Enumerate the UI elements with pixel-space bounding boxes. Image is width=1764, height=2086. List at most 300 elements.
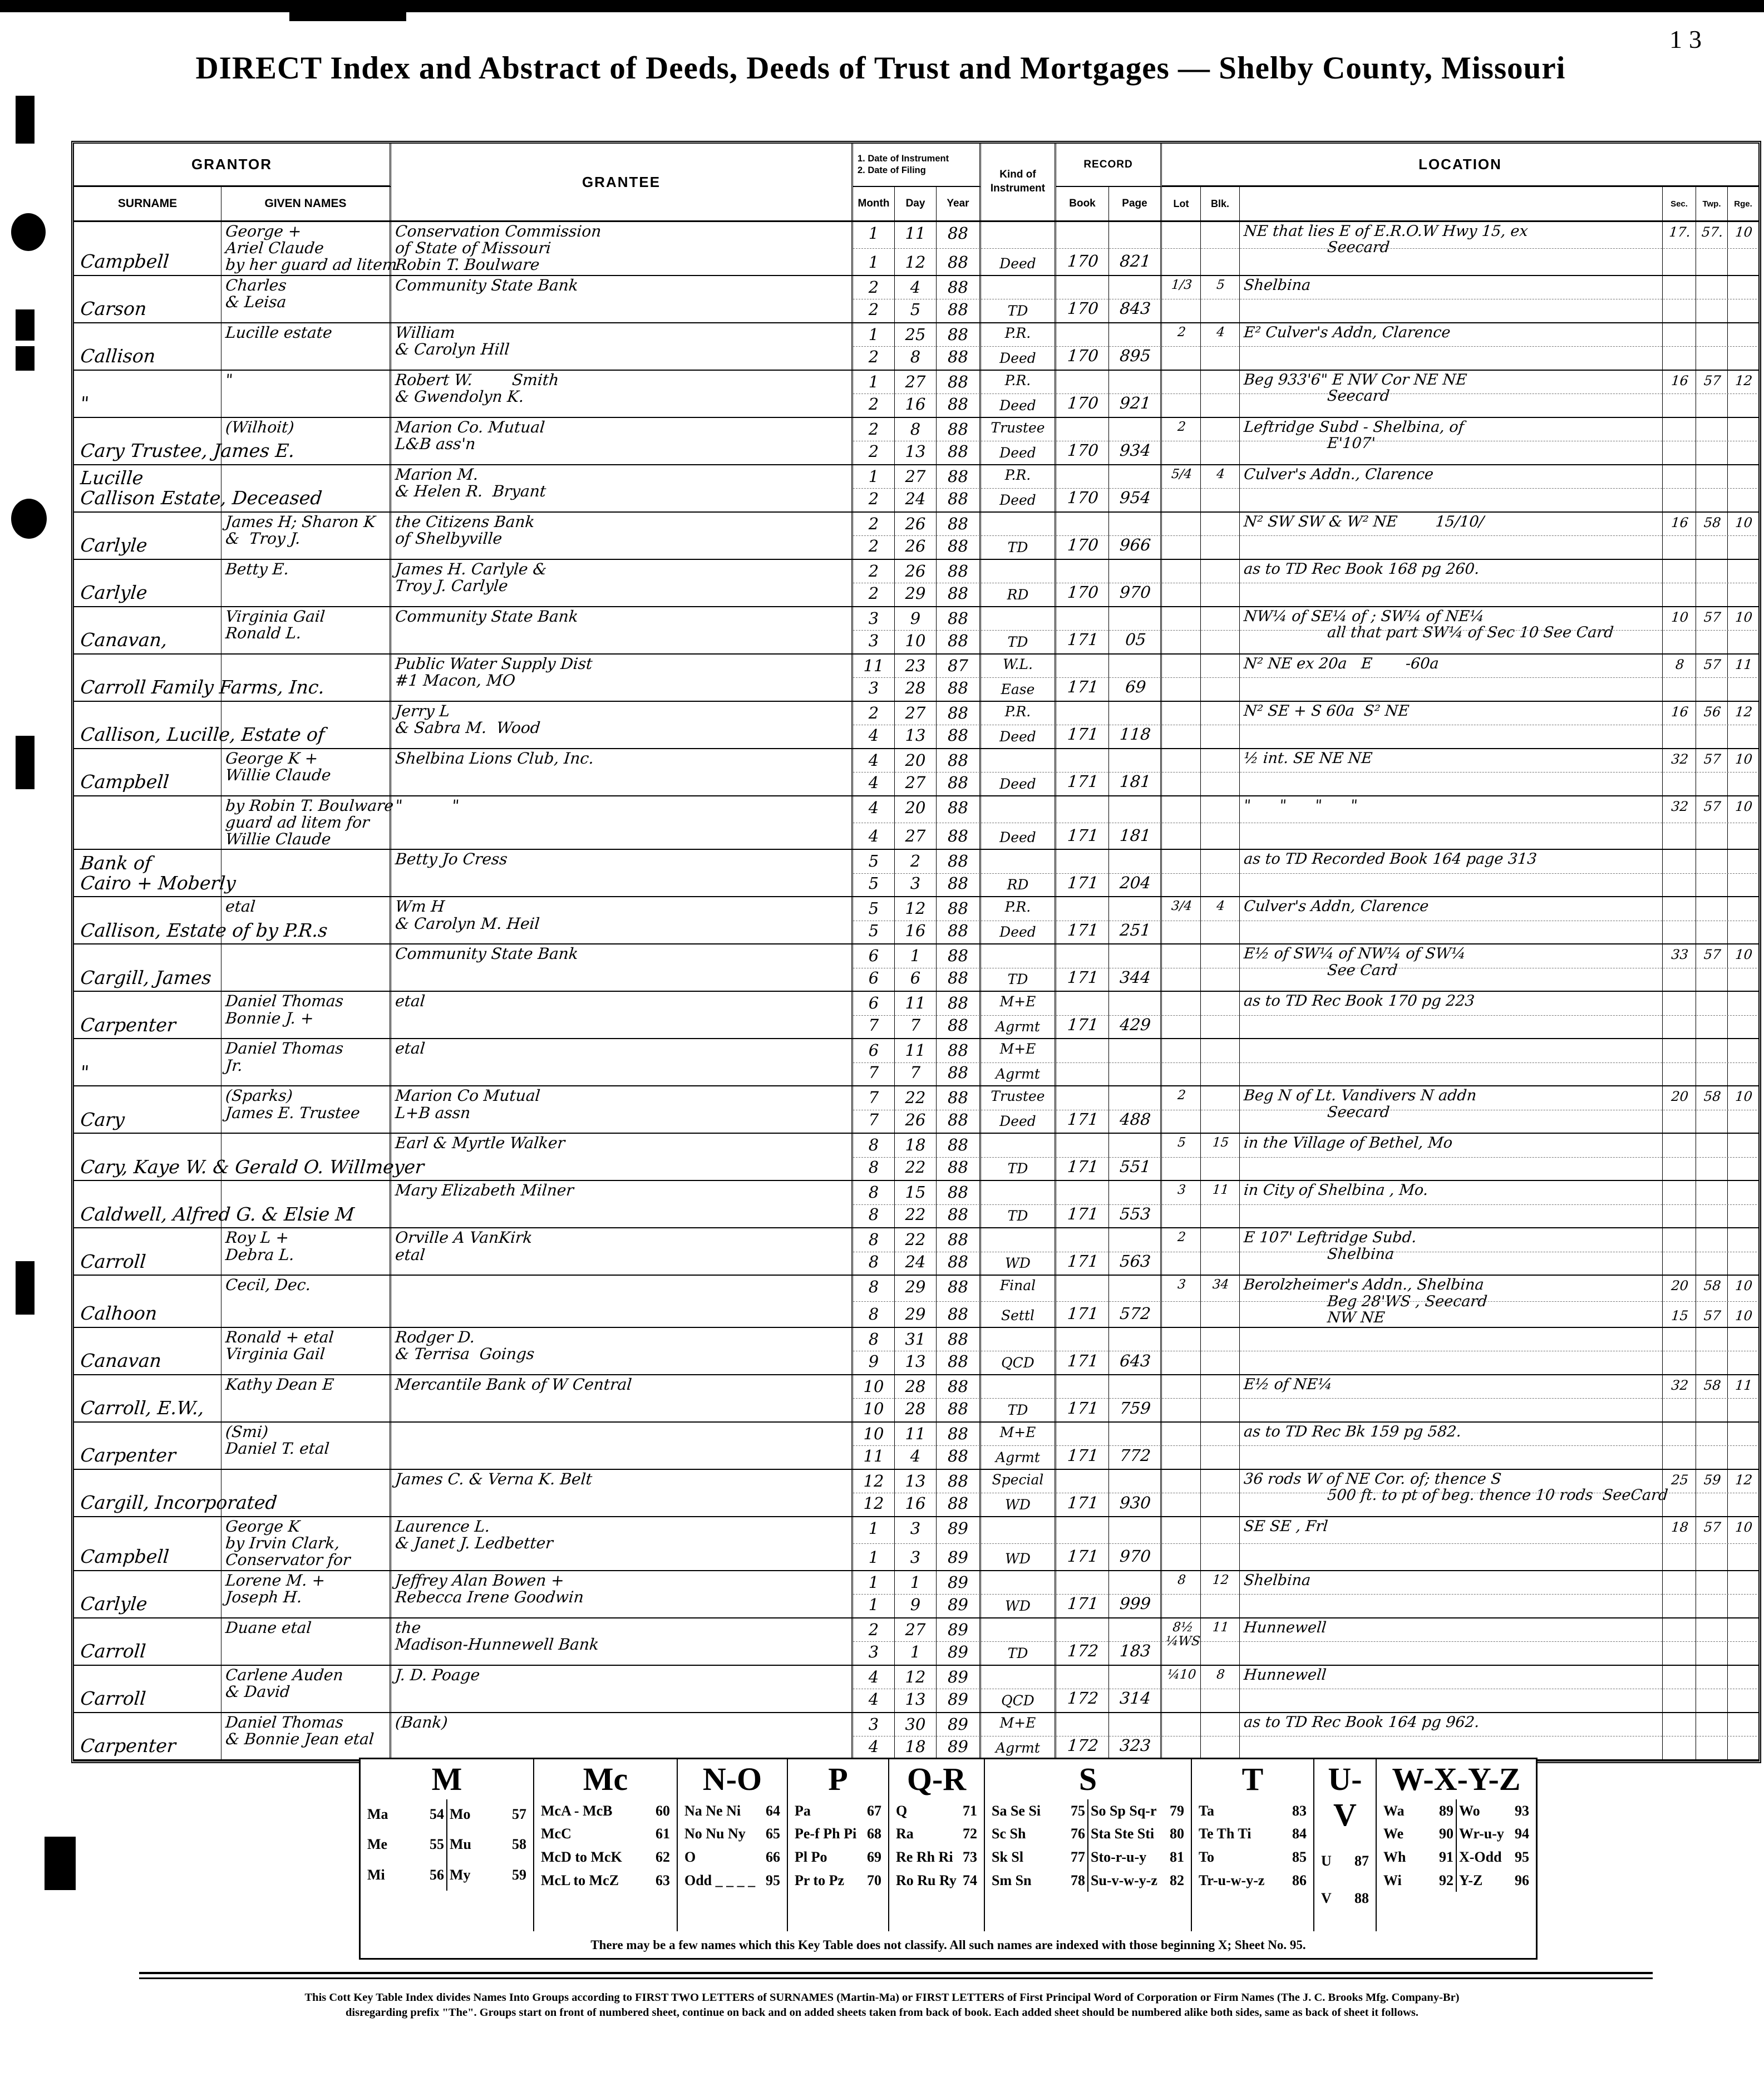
entry-date-month [853,1470,895,1516]
date-instrument-year: 89 [948,1572,968,1592]
key-entry-number: 63 [656,1872,670,1888]
entry-grantee [391,850,853,896]
entry-kind-of-instrument [981,897,1056,943]
key-list [1456,1799,1531,1892]
kind-line1: P.R. [1004,899,1031,916]
entry-grantee [391,513,853,559]
entry-date-month [853,1276,895,1326]
entry-date-day [895,1086,937,1133]
handwritten-line: Carpenter [79,1014,177,1036]
entry-lot: 2 [1162,323,1201,370]
entry-rge [1728,1713,1758,1759]
entry-date-month [853,1666,895,1712]
entry-twp: 58 [1696,1086,1728,1133]
key-table [359,1758,1538,1960]
handwritten-line: E½ of NE¼ [1243,1375,1333,1393]
date-instrument-year: 88 [948,1277,968,1297]
kind-line2: Agrmt [996,1449,1040,1465]
entry-record-page: 429 [1109,992,1162,1038]
kind-line2: QCD [1001,1354,1034,1371]
entry-location [1240,1086,1663,1133]
date-filing-day: 26 [905,1110,926,1130]
entry-surname [74,1181,356,1227]
header-kind-line1: Kind of [999,169,1036,181]
date-filing-month: 1 [868,1595,879,1614]
key-letter: S [1078,1761,1097,1797]
handwritten-line: Conservator for [224,1551,351,1570]
handwritten-line: Marion Co. Mutual [394,417,546,436]
entry-date-month [853,897,895,943]
handwritten-line: Public Water Supply Dist [394,654,594,673]
entry-grantee [391,465,853,511]
entry-blk [1201,850,1240,896]
key-entry-letters: Wr-u-y [1459,1826,1504,1842]
key-entry-letters: X-Odd [1459,1848,1502,1865]
handwritten-line: James E. Trustee [224,1103,361,1122]
key-entry [795,1846,881,1869]
entry-rge [1728,465,1758,511]
entry-lot: 2 [1162,418,1201,464]
entry-kind-of-instrument [981,1470,1056,1516]
date-filing-day: 29 [905,583,926,603]
entry-sec: 32 [1663,749,1696,795]
binder-mark [11,499,47,539]
handwritten-line: Duane etal [224,1618,312,1637]
entry-location [1240,1228,1663,1275]
date-instrument-year: 88 [948,419,968,439]
handwritten-line: L+B assn [394,1103,471,1122]
entry-blk [1201,944,1240,991]
entry-given-names [221,992,391,1038]
entry-record-book: 170 [1056,276,1109,322]
key-section-lists [1381,1799,1531,1892]
entry-given-names [221,1618,391,1665]
entry-kind-of-instrument [981,222,1056,275]
entry-grantee [391,1517,853,1570]
key-entry-number: 78 [1071,1872,1085,1888]
date-filing-month: 4 [868,773,879,792]
date-instrument-day: 11 [905,1041,926,1060]
header-year: Year [937,187,981,220]
entry-twp: 59 [1696,1470,1728,1516]
date-instrument-month: 6 [868,993,879,1013]
entry-twp [1696,1328,1728,1374]
date-filing-month: 7 [868,1016,879,1035]
key-entry [684,1869,780,1892]
handwritten-line: Cargill, Incorporated [79,1492,278,1514]
entry-location [1240,1134,1663,1180]
date-filing-day: 16 [905,921,926,941]
handwritten-line: by Irvin Clark, [224,1534,341,1553]
date-instrument-year: 88 [948,798,968,817]
entry-date-year [937,323,981,370]
date-instrument-month: 8 [868,1135,879,1155]
entry-blk [1201,607,1240,653]
index-entry [74,1228,1758,1276]
entry-location [1240,1713,1663,1759]
entry-sec [1663,1713,1696,1759]
entry-lot: 8½ ¼WS [1162,1618,1201,1665]
key-entry-number: 55 [430,1836,444,1853]
date-instrument-month: 7 [868,1088,879,1108]
entry-sec [1663,1666,1696,1712]
entry-rge [1728,560,1758,606]
kind-line1: Special [992,1471,1044,1488]
key-entry-number: 94 [1515,1826,1529,1842]
kind-line2: WD [1005,1550,1031,1567]
entry-surname [74,1517,221,1570]
entry-blk [1201,418,1240,464]
index-entry [74,749,1758,796]
index-entry [74,1276,1758,1327]
header-date-filing: 2. Date of Filing [858,165,926,175]
date-instrument-month: 2 [868,419,879,439]
entry-record-page: 843 [1109,276,1162,322]
key-list [1196,1799,1309,1892]
entry-sec [1663,1228,1696,1275]
key-list [446,1799,529,1891]
entry-date-day [895,222,937,275]
handwritten-line: George K + [224,749,319,768]
kind-line2: RD [1007,586,1029,603]
entry-twp [1696,1134,1728,1180]
kind-line1: Trustee [991,1088,1045,1105]
entry-given-names [221,1571,391,1617]
date-filing-month: 2 [868,489,879,508]
entry-date-month [853,1571,895,1617]
date-instrument-day: 26 [905,561,926,580]
date-filing-month: 8 [868,1158,879,1177]
key-entry-letters: Wa [1383,1802,1405,1819]
entry-date-year [937,749,981,795]
entry-rge [1728,1228,1758,1275]
entries-body [74,222,1758,1760]
key-entry-letters: Na Ne Ni [684,1802,741,1819]
handwritten-line: Betty Jo Cress [394,850,509,869]
entry-date-year [937,371,981,417]
handwritten-line: Mary Elizabeth Milner [394,1181,575,1200]
entry-sec: 20 [1663,1086,1696,1133]
entry-grantee [391,323,853,370]
header-kind-line2: Instrument [990,183,1046,194]
date-filing-month: 6 [868,968,879,988]
entry-twp: 57 [1696,944,1728,991]
date-filing-year: 88 [948,347,968,366]
entry-date-day [895,276,937,322]
key-entry-number: 76 [1071,1826,1085,1842]
entry-kind-of-instrument [981,465,1056,511]
handwritten-line: Cary, Kaye W. & Gerald O. Willmeyer [79,1155,425,1178]
handwritten-line: Shelbina [1326,1245,1395,1263]
entry-record-book: 171 [1056,1276,1109,1326]
date-instrument-day: 8 [910,419,921,439]
entry-twp [1696,1713,1728,1759]
date-instrument-month: 6 [868,946,879,966]
entry-location [1240,1666,1663,1712]
entry-location [1240,850,1663,896]
key-entry [541,1846,670,1869]
entry-location [1240,276,1663,322]
entry-date-year [937,1375,981,1421]
entry-date-month [853,1086,895,1133]
key-entry-letters: My [450,1866,471,1883]
handwritten-line: Marion Co Mutual [394,1086,541,1105]
entry-given-names [221,1039,391,1085]
entry-rge: 10 [1735,224,1753,240]
date-filing-day: 5 [910,299,921,319]
entry-date-day [895,1713,937,1759]
date-filing-month: 7 [868,1063,879,1083]
entry-sec [1663,1423,1696,1469]
entry-record-book: 171 [1056,1517,1109,1570]
entry-record-page: 251 [1109,897,1162,943]
kind-line2: Deed [999,924,1036,941]
date-filing-day: 3 [910,1547,921,1567]
handwritten-line: N² SW SW & W² NE 15/10/ [1243,513,1485,530]
handwritten-line: as to TD Rec Book 170 pg 223 [1243,992,1476,1010]
entry-surname [74,655,326,701]
entry-blk: 8 [1201,1666,1240,1712]
date-filing-day: 6 [910,968,921,988]
entry-lot: 3 [1162,1181,1201,1227]
entry-blk [1201,1228,1240,1275]
key-letter: P [828,1761,848,1797]
entry-record-page: 643 [1109,1328,1162,1374]
key-entry [1383,1869,1453,1892]
handwritten-line: Carlene Auden [224,1665,344,1684]
entry-sec [1663,992,1696,1038]
date-filing-day: 13 [905,1689,926,1709]
entry-grantee [391,944,853,991]
key-entry-number: 77 [1071,1848,1085,1865]
kind-line2: TD [1007,971,1028,988]
entry-record-book: 171 [1056,1375,1109,1421]
key-entry-number: 64 [766,1802,780,1819]
handwritten-line: & Carolyn M. Heil [394,914,541,933]
entry-record-page: 999 [1109,1571,1162,1617]
kind-line2: TD [1007,302,1028,319]
entry-record-page: 921 [1109,371,1162,417]
key-entry [684,1846,780,1869]
key-section-S [985,1759,1192,1931]
date-filing-day: 22 [905,1158,926,1177]
key-entry [541,1822,670,1846]
date-instrument-month: 1 [868,1518,879,1538]
date-instrument-year: 89 [948,1714,968,1734]
date-instrument-year: 89 [948,1620,968,1639]
kind-line1: M+E [999,993,1036,1010]
entry-lot [1162,1713,1201,1759]
key-entry-letters: Wh [1383,1848,1406,1865]
entry-lot [1162,1328,1201,1374]
entry-blk [1201,1375,1240,1421]
key-entry-letters: Ma [367,1805,388,1822]
entry-surname [74,1039,221,1085]
entry-date-day [895,1375,937,1421]
entry-lot [1162,1517,1201,1570]
entry-kind-of-instrument [981,607,1056,653]
handwritten-line: Culver's Addn, Clarence [1243,898,1430,916]
key-entry [1091,1822,1184,1846]
kind-line1: M+E [999,1041,1036,1057]
entry-twp: 57 [1696,607,1728,653]
entry-location [1240,418,1663,464]
entry-twp [1696,1571,1728,1617]
date-instrument-year: 88 [948,1183,968,1202]
date-instrument-year: 88 [948,703,968,722]
key-entry-letters: V [1321,1890,1332,1907]
entry-grantee [391,1276,853,1326]
entry-given-names [221,1328,391,1374]
entry-rge: 11 [1735,1377,1753,1393]
entry-sec [1663,1618,1696,1665]
date-filing-month: 9 [868,1351,879,1371]
entry-record-book: 172 [1056,1666,1109,1712]
index-entry [74,1328,1758,1375]
entry-rge: 12 [1735,372,1753,388]
entry-date-day [895,1666,937,1712]
entry-location [1240,1276,1663,1326]
key-entry-number: 91 [1439,1848,1453,1865]
index-entry [74,607,1758,655]
entry-date-year [937,560,981,606]
kind-line2: TD [1007,1401,1028,1418]
key-entry-letters: O [684,1848,696,1865]
entry-date-day [895,897,937,943]
key-entry [896,1799,977,1823]
entry-location [1240,992,1663,1038]
key-entry-letters: Sta Ste Sti [1091,1826,1155,1842]
handwritten-line: " [224,370,234,389]
entry-twp [1696,1618,1728,1665]
entry-lot [1162,944,1201,991]
handwritten-line: Community State Bank [394,607,579,626]
handwritten-line: Cary [79,1108,126,1130]
entry-kind-of-instrument [981,1517,1056,1570]
date-filing-month: 5 [868,921,879,941]
key-entry-letters: Pl Po [795,1848,827,1865]
entry-lot: 2 [1162,1228,1201,1275]
entry-rge [1728,1134,1758,1180]
entry-location [1240,1618,1663,1665]
entry-blk [1201,749,1240,795]
date-filing-year: 88 [948,583,968,603]
date-instrument-year: 88 [948,1230,968,1249]
key-list [792,1799,884,1892]
entry-blk [1201,222,1240,275]
entry-date-month [853,560,895,606]
entry-blk: 5 [1201,276,1240,322]
date-instrument-year: 88 [948,993,968,1013]
handwritten-line: & Carolyn Hill [394,340,511,358]
key-entry-letters: Ta [1199,1802,1214,1819]
entry-record-page: 05 [1109,607,1162,653]
date-filing-year: 88 [948,968,968,988]
handwritten-line: NW¼ of SE¼ of ; SW¼ of NE¼ [1243,607,1485,625]
date-filing-day: 22 [905,1205,926,1224]
entry-sec [1663,1571,1696,1617]
entry-date-month [853,1328,895,1374]
entry-surname [74,1328,221,1374]
entry-date-year [937,1181,981,1227]
handwritten-line: & Troy J. [224,529,302,548]
entry-date-month [853,276,895,322]
entry-location [1240,323,1663,370]
handwritten-line: Shelbina Lions Club, Inc. [394,749,595,768]
entry-sec [1663,276,1696,322]
date-instrument-day: 20 [905,750,926,770]
handwritten-line: Canavan, [79,629,169,651]
entry-sec: 18 [1663,1517,1696,1570]
handwritten-line: in City of Shelbina , Mo. [1243,1182,1429,1199]
date-filing-month: 8 [868,1205,879,1224]
entry-location [1240,749,1663,795]
date-filing-day: 10 [905,631,926,650]
entry-blk [1201,702,1240,748]
key-entry-number: 96 [1515,1872,1529,1888]
key-entry-letters: Re Rh Ri [896,1848,953,1865]
entry-blk: 11 [1201,1181,1240,1227]
date-filing-day: 28 [905,1399,926,1418]
key-entry-number: 65 [766,1826,780,1842]
handwritten-line: Callison Estate, Deceased [79,487,323,509]
entry-location [1240,1517,1663,1570]
entry-kind-of-instrument [981,655,1056,701]
entry-date-day [895,655,937,701]
key-entry [896,1846,977,1869]
entry-date-month [853,607,895,653]
handwritten-line: N² NE ex 20a E -60a [1243,655,1440,672]
entry-twp: 58 [1696,1375,1728,1421]
index-entry [74,418,1758,465]
entry-kind-of-instrument [981,850,1056,896]
index-entry [74,1086,1758,1134]
date-filing-day: 27 [905,826,926,846]
entry-twp [1696,276,1728,322]
key-entry [1459,1799,1529,1823]
date-instrument-month: 3 [868,1714,879,1734]
handwritten-line: etal [224,897,257,916]
date-filing-year: 88 [948,921,968,941]
entry-date-year [937,1086,981,1133]
entry-lot [1162,992,1201,1038]
index-entry [74,371,1758,418]
entry-twp [1696,418,1728,464]
date-instrument-day: 29 [905,1277,926,1297]
entry-grantee [391,1181,853,1227]
handwritten-line: SE SE , Frl [1243,1517,1329,1535]
entry-blk: 34 [1201,1276,1240,1326]
entry-blk: 4 [1201,897,1240,943]
key-entry-letters: Mu [450,1836,471,1853]
entry-grantee [391,1618,853,1665]
index-entry [74,1181,1758,1228]
handwritten-line: Beg 28'WS , Seecard [1326,1292,1488,1310]
entry-date-year [937,1039,981,1085]
entry-record-page: 895 [1109,323,1162,370]
entry-sec [1663,1134,1696,1180]
entry-given-names [221,607,391,653]
key-entry-letters: U [1321,1852,1332,1869]
entry-blk: 4 [1201,465,1240,511]
header-given-names: GIVEN NAMES [221,187,391,220]
key-entry-number: 79 [1170,1802,1184,1819]
entry-date-year [937,1328,981,1374]
handwritten-line: as to TD Rec Bk 159 pg 582. [1243,1423,1462,1440]
key-letter: Mc [583,1761,628,1797]
kind-line1: M+E [999,1714,1036,1731]
handwritten-line: & Leisa [224,292,287,311]
